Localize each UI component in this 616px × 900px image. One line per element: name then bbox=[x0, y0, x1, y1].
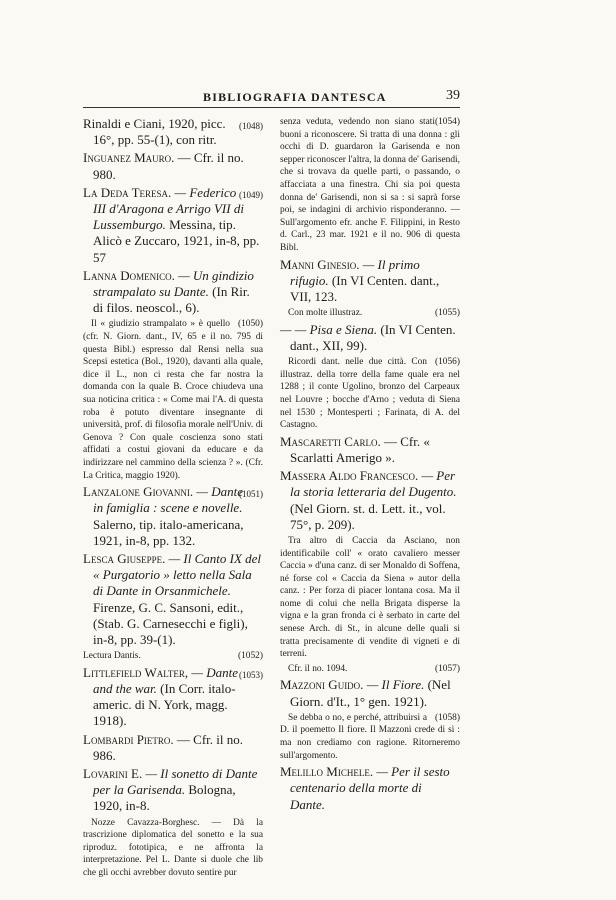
entry-note: Se debba o no, e perché, attribuirsi a D. il poemetto Il fiore. Il Mazzoni crede di sì : ma non crediamo con ragione. Ritorneremo sull'argomento. bbox=[280, 712, 460, 761]
entry-details: — Cfr. « Scarlatti Amerigo ». bbox=[290, 433, 430, 465]
bib-entry bbox=[280, 257, 460, 306]
page-header bbox=[83, 88, 460, 106]
bib-entry bbox=[83, 650, 263, 663]
bib-entry bbox=[83, 185, 263, 266]
bib-entry bbox=[83, 150, 263, 182]
bib-entry bbox=[280, 322, 460, 354]
bib-entry bbox=[280, 677, 460, 709]
bib-entry bbox=[280, 535, 460, 661]
entry-author: La Deda Teresa. bbox=[83, 184, 172, 200]
entry-title: — Il Canto IX del « Purgatorio » letto nella Sala di Dante in Orsanmichele. bbox=[93, 550, 262, 599]
entry-note: senza veduta, vedendo non siano stati buoni a riconoscere. Si tratta di una donna : gli occhi di D. guardaron la Garisenda e non sepper riconoscer l'altra, la donna de' Garisendi, che si trovava da quelle parti, o passando, o affacciata a una finestra. Chi sia poi questa donna de' Garisendi, non si sa : si saprà forse poi, se indagini di archivio risponderanno. — Sull'argomento efr. anche F. Filippini, in Resto d. Carl., 23 mar. 1921 e il no. 906 di questa Bibl. bbox=[280, 117, 460, 253]
entry-title: — Un gindizio strampalato su Dante. bbox=[93, 267, 254, 300]
entry-title: — Il sonetto di Dante per la Garisenda. bbox=[93, 766, 258, 798]
entry-details: (In Rir. di filos. neoscol., 6). bbox=[93, 284, 250, 316]
entry-note: Con molte illustraz. bbox=[288, 308, 363, 319]
entry-details: Messina, tip. Alicò e Zuccaro, 1921, in-8, pp. 57 bbox=[93, 217, 260, 265]
entry-title: — Dante and the war. bbox=[93, 664, 238, 696]
entry-details: (In Corr. italo-americ. di N. York, magg. 1918). bbox=[93, 680, 236, 729]
entry-number: (1058) bbox=[435, 712, 460, 723]
entry-number: (1055) bbox=[435, 308, 460, 319]
entry-details: (Nel Giorn. d'It., 1° gen. 1921). bbox=[290, 677, 451, 709]
entry-details: (Nel Giorn. st. d. Lett. it., vol. 75°, p. 209). bbox=[290, 500, 446, 532]
bib-entry bbox=[280, 764, 460, 813]
entry-number: (1052) bbox=[238, 651, 263, 662]
entry-author: Lanna Domenico. bbox=[83, 267, 175, 283]
bib-entry bbox=[280, 468, 460, 533]
entry-details: (In VI Centen. dant., XII, 99). bbox=[290, 321, 456, 353]
entry-number: (1048) bbox=[239, 121, 263, 131]
entry-number: (1049) bbox=[239, 189, 263, 200]
entry-author: Mazzoni Guido. bbox=[280, 677, 364, 693]
entry-title: — Per il sesto centenario della morte di Dante. bbox=[290, 764, 450, 812]
bib-entry bbox=[83, 732, 263, 764]
left-column bbox=[83, 116, 263, 882]
entry-author: Lesca Giuseppe. bbox=[83, 550, 166, 566]
bib-entry bbox=[83, 766, 263, 815]
entry-author: Melillo Michele. bbox=[280, 764, 374, 780]
entry-note: Lectura Dantis. bbox=[83, 651, 141, 662]
bib-entry bbox=[280, 307, 460, 320]
bib-entry bbox=[83, 318, 263, 482]
entry-author: Inguanez Mauro. bbox=[83, 150, 175, 166]
entry-author: Manni Ginesio. bbox=[280, 256, 360, 272]
bib-entry bbox=[83, 268, 263, 317]
entry-details: — Cfr. il no. 980. bbox=[93, 150, 244, 182]
bib-entry bbox=[83, 665, 263, 730]
entry-details: Rinaldi e Ciani, 1920, picc. 16°, pp. 55-(1), con ritr. bbox=[83, 116, 226, 148]
entry-author: Lombardi Pietro. bbox=[83, 731, 174, 747]
entry-author: Mascaretti Carlo. bbox=[280, 433, 381, 449]
entry-note: Ricordi dant. nelle due città. Con illustraz. della torre della fame quale era nel 1288 ; il conte Ugolino, bronzo del Carpeaux nel Louvre ; bocche d'Arno ; veduta di Siena nel 1530 ; Montesperti ; Farinata, di A. del Castagno. bbox=[280, 357, 460, 431]
bib-entry bbox=[280, 356, 460, 432]
bib-entry bbox=[280, 116, 460, 255]
header-rule bbox=[83, 107, 460, 108]
running-title: BIBLIOGRAFIA DANTESCA bbox=[203, 90, 387, 104]
entry-title: — Il Fiore. bbox=[363, 677, 425, 693]
entry-title: — Federico III d'Aragona e Arrigo VII di Lussemburgo. bbox=[93, 184, 244, 233]
entry-title: — Il primo rifugio. bbox=[290, 256, 420, 288]
entry-number: (1053) bbox=[239, 669, 263, 680]
entry-author: Lovarini E. bbox=[83, 766, 143, 781]
entry-details: (In VI Centen. dant., VII, 123. bbox=[290, 272, 440, 304]
entry-details: — Cfr. il no. 986. bbox=[93, 731, 244, 763]
entry-number: (1056) bbox=[435, 357, 460, 368]
entry-note: Cfr. il no. 1094. bbox=[288, 663, 348, 674]
entry-details: Bologna, 1920, in-8. bbox=[93, 782, 236, 814]
entry-details: Firenze, G. C. Sansoni, edit., (Stab. G. Carnesecchi e figli), in-8, pp. 39-(1). bbox=[93, 599, 248, 647]
entry-note: Tra altro di Caccia da Asciano, non identificabile coll' « orato cavaliero messer Caccia » d'una canz. di ser Monaldo di Soffena, né forse col « Caccia da Siena » autor della canz. : Per forza di piacer lontana cosa. Ma il nome di colui che nella Brigata disperse la vigna e la gran fronda ci è serbato in carte del senese Arch. di St., in alcune delle quali si tratta precisamente di vendite di vigneti e di terreni. bbox=[280, 535, 460, 660]
bib-entry bbox=[83, 484, 263, 549]
bib-entry bbox=[83, 551, 263, 648]
bib-entry bbox=[83, 116, 263, 148]
entry-note: Nozze Cavazza-Borghesc. — Dà la trascrizione diplomatica del sonetto e la sua riproduz. fototipica, e ne affronta la interpretazione. Pel L. Dante si duole che lib che gli occhi avrebber dovuto sentire pur bbox=[83, 817, 263, 878]
entry-details: Salerno, tip. italo-americana, 1921, in-8, pp. 132. bbox=[93, 516, 244, 548]
bib-entry bbox=[280, 663, 460, 676]
bib-entry bbox=[280, 434, 460, 466]
entry-author: Massera Aldo Francesco. bbox=[280, 468, 419, 484]
entry-author: Littlefield Walter, bbox=[83, 664, 189, 680]
bib-entry bbox=[280, 712, 460, 762]
bib-entry bbox=[83, 817, 263, 880]
right-column bbox=[280, 116, 460, 815]
entry-number: (1051) bbox=[239, 489, 263, 500]
entry-note: Il « giudizio strampalato » è quello (cfr. N. Giorn. dant., IV, 65 e il no. 795 di questa Bibl.) espresso dal Rensi nella sua Scepsi estetica (Bol., 1920), davanti alla quale, dice il L., non ci resta che far nostra la domanda con la quale B. Croce chiudeva una sua noticina critica : « Come mai l'A. di questa roba è potuto diventare insegnante di università, prof. di filosofia morale nell'Univ. di Genova ? Con quale coscienza sono stati affidati a costui giovani da educare e da indirizzare nel cammino della scienza ? ». (Cfr. La Critica, maggio 1920). bbox=[83, 319, 263, 481]
entry-title: — — Pisa e Siena. bbox=[280, 321, 378, 337]
entry-number: (1057) bbox=[435, 663, 460, 674]
entry-title: — Dante in famiglia : scene e novelle. bbox=[93, 484, 243, 516]
page-number: 39 bbox=[446, 88, 460, 103]
entry-author: Lanzalone Giovanni. bbox=[83, 484, 194, 500]
entry-number: (1050) bbox=[238, 319, 263, 330]
entry-number: (1054) bbox=[435, 117, 460, 127]
entry-title: — Per la storia letteraria del Dugento. bbox=[290, 468, 457, 500]
